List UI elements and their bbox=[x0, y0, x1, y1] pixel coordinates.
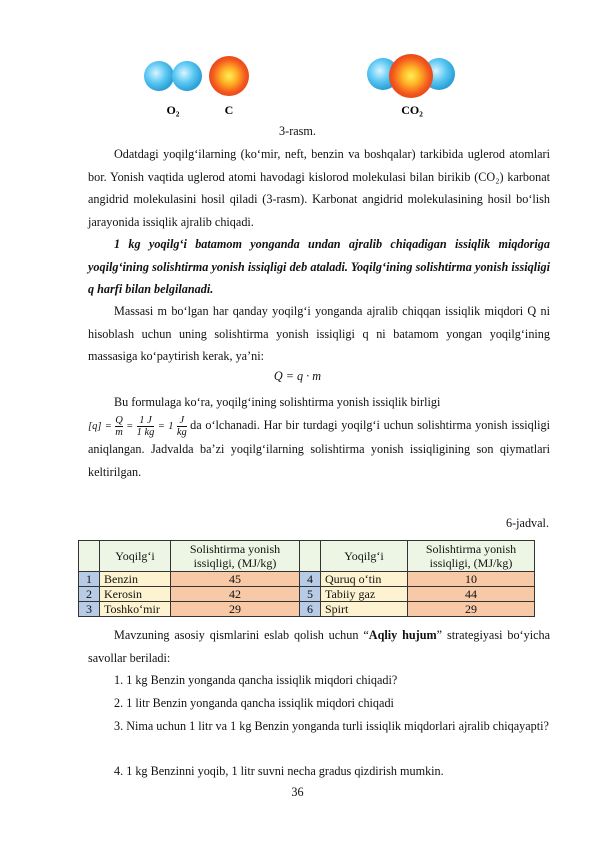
row-number: 3 bbox=[79, 602, 100, 617]
question-3: 3. Nima uchun 1 litr va 1 kg Benzin yonganda turli issiqlik miqdorlari ajralib chiqayapti? bbox=[114, 719, 549, 733]
heat-value: 45 bbox=[171, 572, 300, 587]
paragraph-4: Bu formulaga ko‘ra, yoqilg‘ining solishtirma yonish issiqlik birligi [q] = $\frac{Q}{m}$ = $\frac{1 J}{1 kg}$ = 1 $\frac{J}{kg}$ da o‘lchanadi. Har bir turdagi yoqilg‘i uchun solishtirma yonish issiqligi aniqlangan. Jadvalda ba’zi yoqilg‘ilarning solishtirma yonish issiqligining son qiymatlari keltirilgan. bbox=[88, 395, 551, 479]
table-row bbox=[79, 572, 535, 587]
paragraph-3: Massasi m bo‘lgan har qanday yoqilg‘i yonganda ajralib chiqqan issiqlik miqdori Q ni hisoblash uchun uning solishtirma yonish issiqligi q ni batamom yongan yoqilg‘ining massasiga ko‘paytirish kerak, ya’ni: bbox=[88, 304, 550, 363]
table-row bbox=[79, 602, 535, 617]
heat-value: 10 bbox=[408, 572, 535, 587]
paragraph-1: Odatdagi yoqilg‘ilarning (ko‘mir, neft, benzin va boshqalar) tarkibida uglerod atomlari bor. Yonish vaqtida uglerod atomi havodagi kislorod molekulasi bilan birikib (CO₂) karbonat angidrid molekulasini hosil qiladi (3-rasm). Karbonat angidrid molekulasining hosil bo‘lish jarayonida issiqlik ajralib chiqadi. bbox=[88, 147, 550, 229]
row-number: 2 bbox=[79, 587, 100, 602]
header-cell: Solishtirma yonish issiqligi, (MJ/kg) bbox=[408, 541, 535, 572]
fuel-heat-table bbox=[78, 540, 535, 617]
carbon-dioxide-molecule bbox=[367, 54, 455, 98]
fuel-name: Kerosin bbox=[100, 587, 171, 602]
definition-paragraph: 1 kg yoqilg‘i batamom yonganda undan ajralib chiqadigan issiqlik miqdoriga yoqilg‘ining solishtirma yonish issiqligi deb ataladi. Yoqilg‘ining solishtirma yonish issiqligi q harfi bilan belgilanadi. bbox=[88, 237, 550, 296]
row-number: 1 bbox=[79, 572, 100, 587]
page-number: 36 bbox=[291, 785, 304, 799]
table-header-row bbox=[79, 541, 535, 572]
figure-caption: 3-rasm. bbox=[279, 124, 316, 138]
heat-value: 29 bbox=[171, 602, 300, 617]
header-cell: Yoqilg‘i bbox=[321, 541, 408, 572]
fuel-name: Benzin bbox=[100, 572, 171, 587]
heat-value: 29 bbox=[408, 602, 535, 617]
oxygen-molecule bbox=[144, 61, 202, 91]
question-4: 4. 1 kg Benzinni yoqib, 1 litr suvni necha gradus qizdirish mumkin. bbox=[114, 764, 444, 778]
unit-formula: [q] = $\frac{Q}{m}$ = $\frac{1 J}{1 kg}$ = 1 $\frac{J}{kg}$ bbox=[88, 414, 187, 438]
row-number: 4 bbox=[300, 572, 321, 587]
fuel-name: Quruq o‘tin bbox=[321, 572, 408, 587]
question-1: 1. 1 kg Benzin yonganda qancha issiqlik miqdori chiqadi? bbox=[114, 673, 398, 687]
carbon-atom bbox=[209, 56, 249, 96]
header-cell: Yoqilg‘i bbox=[100, 541, 171, 572]
question-2: 2. 1 litr Benzin yonganda qancha issiqlik miqdori chiqadi bbox=[114, 696, 394, 710]
row-number: 6 bbox=[300, 602, 321, 617]
label-c: C bbox=[224, 103, 234, 117]
table-row bbox=[79, 587, 535, 602]
strategy-name: Aqliy hujum bbox=[368, 628, 437, 642]
header-cell: Solishtirma yonish issiqligi, (MJ/kg) bbox=[171, 541, 300, 572]
header-cell bbox=[79, 541, 100, 572]
label-co2: CO₂ bbox=[401, 103, 423, 117]
paragraph-5: Mavzuning asosiy qismlarini eslab qolish uchun “Aqliy hujum” strategiyasi bo‘yicha savollar beriladi: bbox=[88, 628, 551, 665]
fuel-name: Tabiiy gaz bbox=[321, 587, 408, 602]
fuel-name: Toshko‘mir bbox=[100, 602, 171, 617]
heat-formula: Q = q · m bbox=[273, 369, 322, 383]
heat-value: 44 bbox=[408, 587, 535, 602]
row-number: 5 bbox=[300, 587, 321, 602]
heat-value: 42 bbox=[171, 587, 300, 602]
fuel-name: Spirt bbox=[321, 602, 408, 617]
table-caption: 6-jadval. bbox=[506, 516, 549, 530]
label-o2: O₂ bbox=[166, 103, 180, 117]
header-cell bbox=[300, 541, 321, 572]
molecule-figure bbox=[130, 52, 460, 122]
